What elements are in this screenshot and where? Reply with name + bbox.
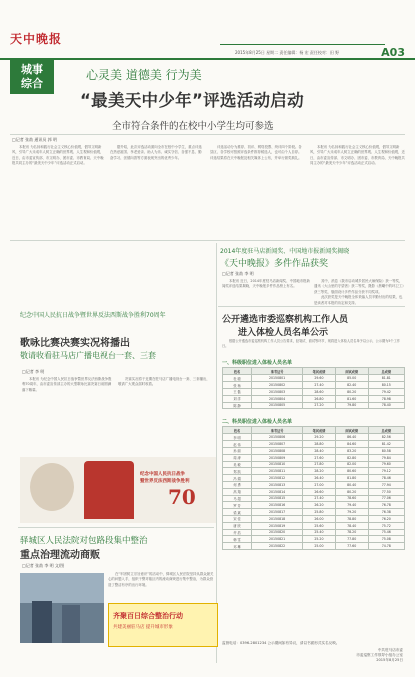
date-line: 2015年8月25日 星期二 责任编辑：杨 宏 责任校对：田 野 bbox=[235, 50, 340, 55]
masthead-divider bbox=[220, 44, 385, 45]
table-cell: 20150814 bbox=[252, 488, 303, 495]
table-cell: 78.40 bbox=[368, 402, 404, 409]
table-cell: 77.06 bbox=[368, 495, 404, 502]
table-row bbox=[223, 375, 405, 382]
table-header-cell: 总成绩 bbox=[368, 368, 404, 375]
signature-line: 2015年8月25日 bbox=[376, 658, 403, 662]
story3-kicker: 纪念中国人民抗日战争暨世界反法西斯战争胜利70周年 bbox=[20, 312, 166, 319]
lead-paragraph: 据介绍，此次评选活动面向全市在校中小学生，重点评选在热爱祖国、孝老爱亲、助人为乐、诚实守信、自强不息、勤奋学习、崇德向善等方面表现突出的优秀少年。 bbox=[110, 145, 202, 160]
table-cell: 81.80 bbox=[335, 475, 368, 482]
table-cell: 孙 丽 bbox=[223, 447, 252, 454]
lead-divider bbox=[10, 134, 405, 135]
table-header-cell: 准考证号 bbox=[252, 368, 303, 375]
table-row bbox=[223, 543, 405, 550]
story3-divider bbox=[18, 527, 214, 528]
table-cell: 27.80 bbox=[303, 461, 336, 468]
table-cell: 高 翔 bbox=[223, 488, 252, 495]
lead-paragraph: 本报讯 为弘扬和践行社会主义核心价值观，倡导文明新风，引导广大未成年人树立正确的世界观、人生观和价值观，近日，由市委宣传部、市文明办、团市委、市教育局、天中晚报共同主办的“最美天中少年”评选活动正式启动。 bbox=[310, 145, 405, 166]
table-cell: 20150804 bbox=[252, 395, 303, 402]
table-cell: 20150818 bbox=[252, 515, 303, 522]
table-cell: 陈 静 bbox=[223, 402, 252, 409]
table-cell: 20150817 bbox=[252, 509, 303, 516]
story3-byline: □记者 李 明 bbox=[22, 369, 45, 374]
table-cell: 宋 佳 bbox=[223, 515, 252, 522]
story2-paragraph: 其中，消息《我市启动城乡居民大病保险》获一等奖，通讯《大山里的守望者》获二等奖，摄影《晨曦中的环卫工》获三等奖，版面设计多件作品分获不同奖项。 bbox=[314, 279, 404, 294]
table-cell: 86.40 bbox=[335, 434, 368, 441]
table-cell: 20150820 bbox=[252, 529, 303, 536]
table-cell: 20150821 bbox=[252, 536, 303, 543]
table-row bbox=[223, 522, 405, 529]
banner-caption-line: 暨世界反法西斯战争胜利 bbox=[140, 479, 190, 484]
table-row bbox=[223, 395, 405, 402]
table-row bbox=[223, 488, 405, 495]
signature-line: 市委巡察工作领导小组办公室 bbox=[356, 653, 403, 657]
table-cell: 28.40 bbox=[303, 447, 336, 454]
story4-kicker: 驿城区人民法院对包路段集中整治 bbox=[20, 536, 148, 546]
table-header-row bbox=[223, 368, 405, 375]
table-cell: 75.08 bbox=[368, 536, 404, 543]
table-cell: 何 勇 bbox=[223, 481, 252, 488]
table-cell: 20150806 bbox=[252, 434, 303, 441]
story4-title: 重点治理流动商贩 bbox=[20, 550, 100, 561]
table-cell: 马 超 bbox=[223, 495, 252, 502]
table-cell: 81.42 bbox=[368, 441, 404, 448]
table-cell: 28.60 bbox=[303, 388, 336, 395]
table-row bbox=[223, 495, 405, 502]
table-cell: 25.40 bbox=[303, 529, 336, 536]
masthead bbox=[0, 0, 415, 60]
table-row bbox=[223, 461, 405, 468]
table-cell: 吴 敏 bbox=[223, 461, 252, 468]
table-row bbox=[223, 454, 405, 461]
story2-byline: □记者 张劼 李 明 bbox=[222, 271, 254, 276]
table-cell: 79.42 bbox=[368, 388, 404, 395]
emblem-icon bbox=[30, 463, 74, 511]
table-row bbox=[223, 388, 405, 395]
table-cell: 周 涛 bbox=[223, 454, 252, 461]
table-cell: 27.40 bbox=[303, 382, 336, 389]
table-cell: 80.58 bbox=[368, 447, 404, 454]
notice-title-line-2: 进入体检人员名单公示 bbox=[238, 328, 329, 338]
campaign-ad bbox=[108, 603, 218, 647]
table-cell: 26.60 bbox=[303, 488, 336, 495]
table-cell: 76.38 bbox=[368, 509, 404, 516]
table-cell: 84.60 bbox=[335, 441, 368, 448]
table-cell: 29.20 bbox=[303, 434, 336, 441]
story4-paragraph: 在“牢固树立宗旨意识”的活动中，驿城区人民法院坚持从群众最关心的问题入手，组织干警对辖区内的流动商贩进行集中整治，为群众营造了整洁有序的出行环境。 bbox=[108, 572, 214, 587]
newspaper-logo: 天中晚报 bbox=[10, 32, 63, 46]
column-divider bbox=[216, 243, 217, 663]
table-cell: 冯 娟 bbox=[223, 475, 252, 482]
notice-footnote: 监督电话：0396-2801234 公示期间如有异议，请以书面形式实名反映。 bbox=[222, 641, 340, 645]
table-row bbox=[223, 468, 405, 475]
lead-column-4 bbox=[310, 145, 405, 237]
table-cell: 20150805 bbox=[252, 402, 303, 409]
table-cell: 唐 欣 bbox=[223, 522, 252, 529]
story2-title-line-2: 《天中晚报》多件作品获奖 bbox=[220, 259, 329, 269]
table-row bbox=[223, 509, 405, 516]
table-cell: 78.98 bbox=[368, 395, 404, 402]
lead-column-1 bbox=[12, 145, 104, 237]
notice-title-line-1: 公开遴选市委巡察机构工作人员 bbox=[222, 315, 349, 325]
table-header-cell: 面试成绩 bbox=[335, 368, 368, 375]
street-photo bbox=[20, 573, 104, 643]
table-cell: 81.81 bbox=[368, 375, 404, 382]
table-cell: 79.12 bbox=[368, 468, 404, 475]
story4-byline: □记者 张劼 李 明 文/图 bbox=[22, 563, 65, 568]
lead-paragraph: 评选活动分为推荐、初评、网络投票、终评四个阶段。各县区、各学校可按照评选条件推荐候选人，也可由个人自荐。评选结果将在天中晚报及相关媒体上公布，并举行颁奖典礼。 bbox=[210, 145, 302, 160]
table-cell: 25.20 bbox=[303, 536, 336, 543]
table-cell: 26.20 bbox=[303, 502, 336, 509]
table-cell: 20150802 bbox=[252, 382, 303, 389]
lead-paragraph: 本报讯 为弘扬和践行社会主义核心价值观，倡导文明新风，引导广大未成年人树立正确的世界观、人生观和价值观，近日，由市委宣传部、市文明办、团市委、市教育局、天中晚报共同主办的“最美天中少年”评选活动正式启动。 bbox=[12, 145, 104, 166]
story2-title-line-1: 2014年度驻马店新闻奖、中国地市报新闻奖揭晓 bbox=[220, 248, 350, 255]
table1-title: 一、科级职位进入体检人员名单 bbox=[222, 360, 293, 366]
table-header-cell: 笔试成绩 bbox=[303, 427, 336, 434]
table-row bbox=[223, 529, 405, 536]
table-cell: 杜 聪 bbox=[223, 375, 252, 382]
table-cell: 韩 雪 bbox=[223, 536, 252, 543]
table-cell: 罗 芳 bbox=[223, 502, 252, 509]
table-header-cell: 姓名 bbox=[223, 427, 252, 434]
table-cell: 27.40 bbox=[303, 495, 336, 502]
table-row bbox=[223, 434, 405, 441]
table-cell: 20150815 bbox=[252, 495, 303, 502]
table-header-row bbox=[223, 427, 405, 434]
notice-intro: 根据公开遴选市委巡察机构工作人员公告要求，经笔试、面试等环节，现将进入体检人员名单予以公示，公示期为5个工作日。 bbox=[222, 339, 400, 348]
lead-headline: “最美天中少年”评选活动启动 bbox=[80, 91, 304, 110]
table-cell: 74.78 bbox=[368, 543, 404, 550]
table-header-cell: 面试成绩 bbox=[335, 427, 368, 434]
banner-number: 70 bbox=[168, 485, 196, 509]
table-cell: 梁 斌 bbox=[223, 509, 252, 516]
table-header-cell: 总成绩 bbox=[368, 427, 404, 434]
table-cell: 85.00 bbox=[335, 375, 368, 382]
story3-paragraph: 决赛实况将于近期在驻马店广播电视台一套、三套播出，敬请广大观众届时收看。 bbox=[118, 377, 210, 387]
commemoration-banner bbox=[20, 457, 216, 523]
table-cell: 77.94 bbox=[368, 481, 404, 488]
table-row bbox=[223, 481, 405, 488]
ad-line-2: 共建美丽驻马店 提升城市形象 bbox=[113, 625, 173, 630]
table-cell: 20150801 bbox=[252, 375, 303, 382]
lead-column-2 bbox=[110, 145, 204, 237]
table-cell: 82.56 bbox=[368, 434, 404, 441]
story3-title: 歌咏比赛决赛实况将播出 bbox=[20, 338, 130, 349]
table-cell: 28.20 bbox=[303, 468, 336, 475]
table-cell: 77.60 bbox=[335, 543, 368, 550]
table-header-cell: 笔试成绩 bbox=[303, 368, 336, 375]
table-row bbox=[223, 536, 405, 543]
table-cell: 20150822 bbox=[252, 543, 303, 550]
table-cell: 78.46 bbox=[368, 475, 404, 482]
table-cell: 27.60 bbox=[303, 454, 336, 461]
table-cell: 25.00 bbox=[303, 543, 336, 550]
table-cell: 82.00 bbox=[335, 461, 368, 468]
table-cell: 29.60 bbox=[303, 375, 336, 382]
table-cell: 27.00 bbox=[303, 481, 336, 488]
table-row bbox=[223, 402, 405, 409]
table-cell: 27.20 bbox=[303, 402, 336, 409]
table-cell: 28.80 bbox=[303, 441, 336, 448]
table-row bbox=[223, 447, 405, 454]
table-row bbox=[223, 382, 405, 389]
table-cell: 78.80 bbox=[335, 515, 368, 522]
section-tag bbox=[10, 60, 54, 94]
table-cell: 郑 凯 bbox=[223, 468, 252, 475]
story2-paragraph: 此次获奖是天中晚报全体采编人员辛勤付出的结果，也是读者对本报的肯定和支持。 bbox=[314, 295, 403, 305]
table-cell: 80.40 bbox=[335, 481, 368, 488]
table-header-cell: 姓名 bbox=[223, 368, 252, 375]
table-cell: 李 明 bbox=[223, 434, 252, 441]
table-cell: 邓 琳 bbox=[223, 543, 252, 550]
table-cell: 王 磊 bbox=[223, 388, 252, 395]
table-cell: 81.60 bbox=[335, 395, 368, 402]
story3-subtitle: 敬请收看驻马店广播电视台一套、三套 bbox=[20, 351, 156, 360]
table-cell: 79.80 bbox=[335, 402, 368, 409]
table-cell: 20150816 bbox=[252, 502, 303, 509]
table-cell: 79.40 bbox=[335, 502, 368, 509]
table-cell: 26.40 bbox=[303, 475, 336, 482]
table-cell: 77.50 bbox=[368, 488, 404, 495]
ad-line-1: 齐聚百日综合整治行动 bbox=[113, 612, 183, 620]
table-row bbox=[223, 475, 405, 482]
table-cell: 刘 洋 bbox=[223, 395, 252, 402]
photo-person bbox=[62, 605, 80, 643]
table-cell: 许 浩 bbox=[223, 529, 252, 536]
table-cell: 75.72 bbox=[368, 522, 404, 529]
table-cell: 78.20 bbox=[335, 529, 368, 536]
table-cell: 26.80 bbox=[303, 395, 336, 402]
table-cell: 79.84 bbox=[368, 454, 404, 461]
signature-line: 中共驻马店市委 bbox=[377, 648, 403, 652]
table-cell: 25.60 bbox=[303, 522, 336, 529]
table-cell: 75.46 bbox=[368, 529, 404, 536]
table-cell: 20150812 bbox=[252, 475, 303, 482]
table-cell: 20150809 bbox=[252, 454, 303, 461]
table-cell: 76.20 bbox=[368, 515, 404, 522]
table-cell: 82.40 bbox=[335, 382, 368, 389]
table-cell: 77.80 bbox=[335, 536, 368, 543]
story4-column bbox=[108, 572, 216, 602]
story3-column-2 bbox=[118, 377, 212, 455]
table-cell: 79.60 bbox=[368, 461, 404, 468]
table1 bbox=[222, 367, 405, 409]
banner-caption bbox=[140, 471, 190, 485]
table-cell: 80.20 bbox=[335, 488, 368, 495]
table-cell: 78.60 bbox=[335, 495, 368, 502]
table-cell: 80.20 bbox=[335, 388, 368, 395]
lead-slogan: 心灵美 道德美 行为美 bbox=[86, 68, 202, 82]
table-cell: 82.80 bbox=[335, 454, 368, 461]
table-cell: 26.00 bbox=[303, 515, 336, 522]
table-cell: 张 杨 bbox=[223, 382, 252, 389]
table-cell: 20150807 bbox=[252, 441, 303, 448]
table-cell: 79.20 bbox=[335, 509, 368, 516]
section-tag-line-1: 城事 bbox=[21, 63, 43, 76]
story2-paragraph: 本报讯 近日，2014年度驻马店新闻奖、中国地市报新闻奖评选结果揭晓，天中晚报多件作品榜上有名。 bbox=[222, 279, 310, 289]
table-cell: 20150813 bbox=[252, 481, 303, 488]
banner-caption-line: 纪念中国人民抗日战争 bbox=[140, 472, 185, 477]
table-cell: 赵 伟 bbox=[223, 441, 252, 448]
section-tag-line-2: 综合 bbox=[21, 77, 43, 90]
story3-paragraph: 本报讯 为纪念中国人民抗日战争暨世界反法西斯战争胜利70周年，由市委宣传部主办的大型歌咏比赛决赛日前圆满落下帷幕。 bbox=[22, 377, 112, 392]
table2-title: 二、科员职位进入体检人员名单 bbox=[222, 419, 293, 425]
story3-column-1 bbox=[22, 377, 112, 455]
table-cell: 20150803 bbox=[252, 388, 303, 395]
table-cell: 20150810 bbox=[252, 461, 303, 468]
table-row bbox=[223, 441, 405, 448]
table-cell: 80.60 bbox=[335, 468, 368, 475]
lead-subhead: 全市符合条件的在校中小学生均可参选 bbox=[112, 121, 274, 132]
table-cell: 80.15 bbox=[368, 382, 404, 389]
notice-intro-block bbox=[222, 339, 405, 355]
table-cell: 83.20 bbox=[335, 447, 368, 454]
photo-sky bbox=[20, 573, 104, 603]
lead-column-3 bbox=[210, 145, 304, 237]
story2-divider bbox=[218, 306, 405, 307]
lead-byline: □记者 张劼 通讯员 郭 明 bbox=[12, 137, 57, 142]
page-number: A03 bbox=[381, 46, 405, 59]
table-cell: 20150819 bbox=[252, 522, 303, 529]
table-cell: 76.78 bbox=[368, 502, 404, 509]
section-divider bbox=[10, 240, 405, 241]
table-header-cell: 准考证号 bbox=[252, 427, 303, 434]
table-cell: 78.40 bbox=[335, 522, 368, 529]
notice-signature bbox=[356, 648, 403, 663]
table-row bbox=[223, 502, 405, 509]
table-row bbox=[223, 515, 405, 522]
photo-person bbox=[32, 601, 52, 643]
table2 bbox=[222, 426, 405, 550]
soldier-figure-image bbox=[84, 461, 134, 519]
table-cell: 25.80 bbox=[303, 509, 336, 516]
table-cell: 20150808 bbox=[252, 447, 303, 454]
table-cell: 20150811 bbox=[252, 468, 303, 475]
